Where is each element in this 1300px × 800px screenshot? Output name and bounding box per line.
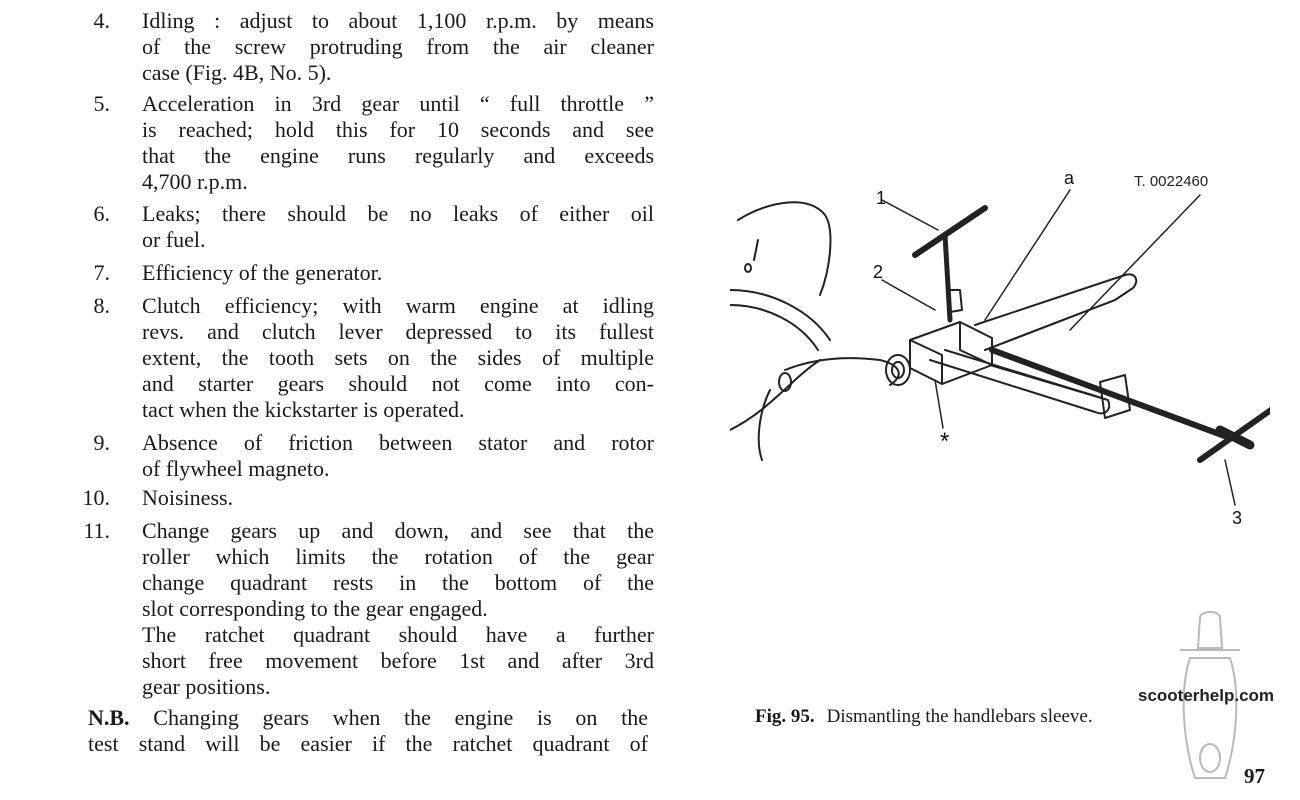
- item-line: Idling : adjust to about 1,100 r.p.m. by means: [142, 8, 654, 33]
- handle-1: [915, 208, 985, 255]
- item-line: is reached; hold this for 10 seconds and see: [142, 117, 654, 142]
- callout-2: 2: [873, 262, 884, 282]
- item-line: slot corresponding to the gear engaged.: [142, 596, 488, 621]
- item-line: tact when the kickstarter is operated.: [142, 397, 465, 422]
- item-number: 11.: [83, 518, 110, 543]
- item-line: The ratchet quadrant should have a further: [142, 622, 654, 647]
- nb-label: N.B.: [88, 705, 130, 730]
- item-number: 8.: [93, 293, 110, 318]
- item-number: 7.: [93, 260, 110, 285]
- item-line: Clutch efficiency; with warm engine at idling: [142, 293, 654, 318]
- item-line: Acceleration in 3rd gear until “ full throttle ”: [142, 91, 654, 116]
- figure-caption: [755, 706, 1093, 728]
- item-line: gear positions.: [142, 674, 271, 699]
- caption-text: Dismantling the handlebars sleeve.: [826, 706, 1093, 727]
- item-number: 9.: [93, 430, 110, 455]
- handlebar-outline: [738, 202, 830, 295]
- callout-star: *: [940, 428, 950, 455]
- nb-paragraph: [88, 705, 648, 757]
- page-number: 97: [1244, 764, 1265, 788]
- item-line: Leaks; there should be no leaks of either oil: [142, 201, 654, 226]
- item-line: Efficiency of the generator.: [142, 260, 383, 285]
- figure-id: T. 0022460: [1134, 173, 1209, 190]
- nb-text: Changing gears when the engine is on the: [153, 705, 648, 730]
- item-line: Noisiness.: [142, 485, 234, 510]
- item-line: of flywheel magneto.: [142, 456, 330, 481]
- item-line: change quadrant rests in the bottom of the: [142, 570, 654, 595]
- nb-text: test stand will be easier if the ratchet quadrant of: [88, 731, 648, 756]
- caption-label: Fig. 95.: [755, 706, 815, 727]
- item-line: extent, the tooth sets on the sides of multiple: [142, 345, 654, 370]
- item-number: 10.: [82, 485, 110, 510]
- item-line: and starter gears should not come into con-: [142, 371, 654, 396]
- item-line: roller which limits the rotation of the gear: [142, 544, 654, 569]
- item-line: revs. and clutch lever depressed to its fullest: [142, 319, 654, 344]
- item-number: 4.: [93, 8, 110, 33]
- callout-3: 3: [1232, 508, 1243, 528]
- watermark-site: scooterhelp.com: [1138, 686, 1275, 705]
- handlebar-sleeve-puller-illustration: [730, 160, 1270, 530]
- item-line: case (Fig. 4B, No. 5).: [142, 60, 332, 85]
- item-line: 4,700 r.p.m.: [142, 169, 248, 194]
- item-line: short free movement before 1st and after 3rd: [142, 648, 654, 673]
- item-number: 6.: [93, 201, 110, 226]
- item-line: Change gears up and down, and see that the: [142, 518, 654, 543]
- item-line: that the engine runs regularly and exceeds: [142, 143, 654, 168]
- item-number: 5.: [93, 91, 110, 116]
- callout-a: a: [1064, 168, 1075, 188]
- item-line: Absence of friction between stator and rotor: [142, 430, 654, 455]
- long-screw: [992, 350, 1230, 438]
- callout-1: 1: [876, 188, 887, 208]
- item-line: or fuel.: [142, 227, 206, 252]
- item-line: of the screw protruding from the air cleaner: [142, 34, 654, 59]
